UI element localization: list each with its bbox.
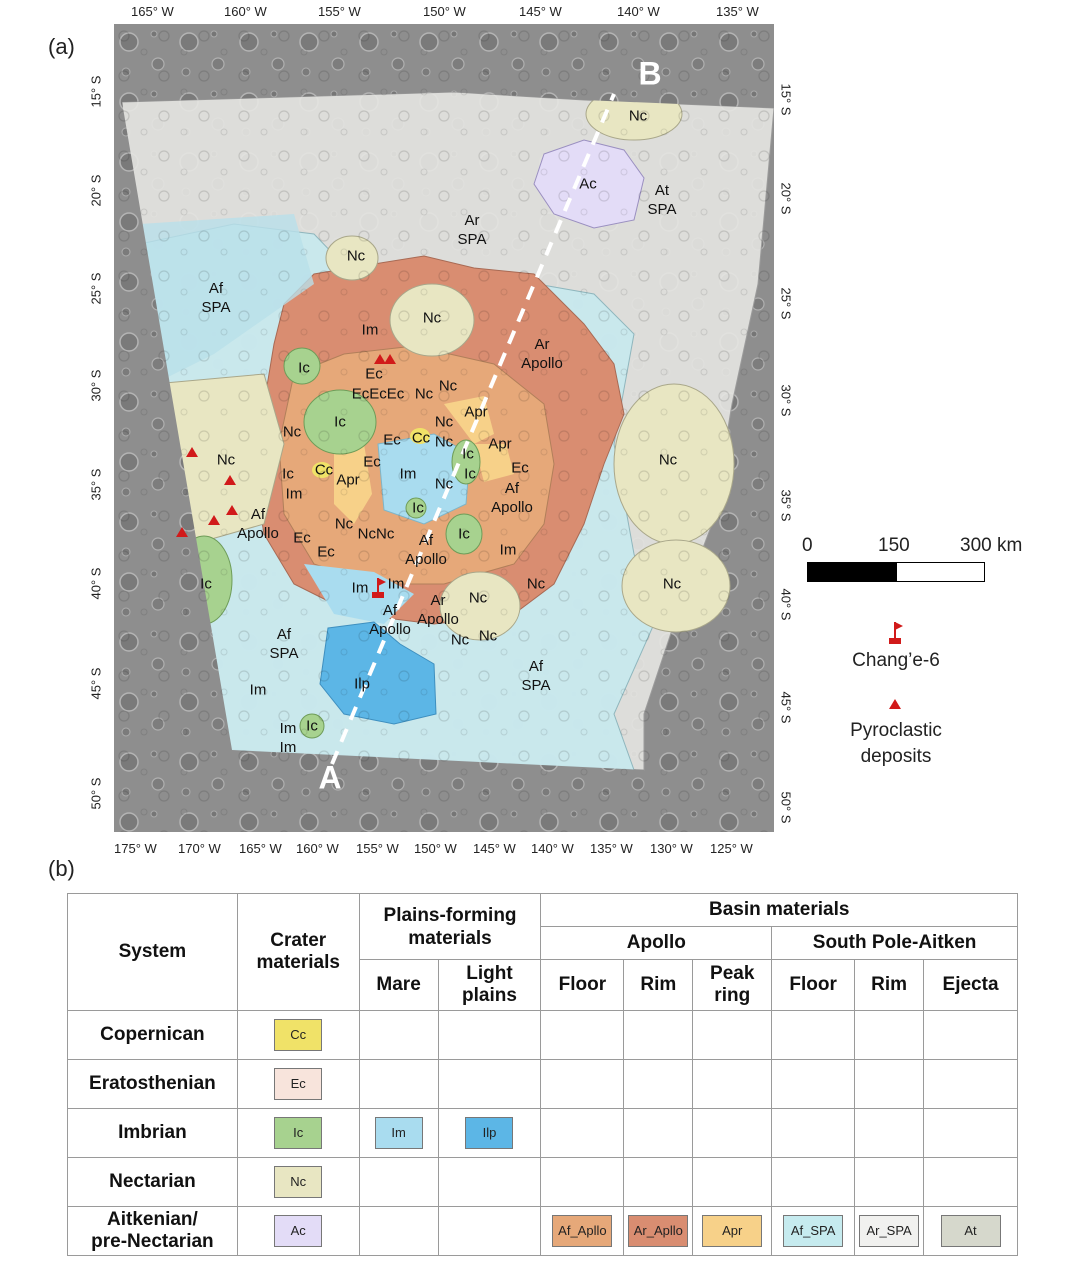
right-tick: 45° S	[778, 691, 794, 724]
map-unit-label: Ec	[293, 529, 311, 547]
map-unit-label: Apr	[488, 435, 512, 453]
scale-bar-black	[807, 562, 898, 582]
bottom-tick: 140° W	[531, 841, 574, 856]
bottom-tick: 175° W	[114, 841, 157, 856]
profile-start-label: A	[318, 759, 342, 796]
unit-chip: Ilp	[465, 1117, 513, 1149]
panel-b-label: (b)	[48, 856, 75, 881]
map-unit-label: Ic	[282, 465, 294, 483]
map-unit-label: Cc	[314, 461, 334, 479]
unit-chip: Im	[375, 1117, 423, 1149]
map-unit-label: Im	[399, 465, 417, 483]
map-unit-label: Ic	[200, 575, 212, 593]
map-unit-label: Ec	[511, 459, 529, 477]
map-unit-label: Nc	[478, 627, 498, 645]
system-label: Imbrian	[68, 1109, 238, 1158]
system-label: Copernican	[68, 1011, 238, 1060]
map-unit-label: Nc	[434, 413, 454, 431]
bottom-tick: 155° W	[356, 841, 399, 856]
unit-chip: Apr	[702, 1215, 762, 1247]
header-basin: Basin materials	[541, 894, 1018, 927]
map-unit-label: Af SPA	[201, 280, 231, 316]
pyroclastic-legend-icon	[888, 698, 902, 710]
bottom-tick: 125° W	[710, 841, 753, 856]
apollo-floor-cell	[541, 1207, 624, 1256]
apollo-rim-cell	[624, 1207, 693, 1256]
map-unit-label: Af Apollo	[405, 532, 447, 568]
unit-chip: Cc	[274, 1019, 322, 1051]
map-unit-label: Ar SPA	[457, 212, 487, 248]
left-tick: 30° S	[88, 369, 104, 402]
right-tick: 20° S	[778, 182, 794, 215]
mare-cell	[359, 1109, 438, 1158]
unit-chip: Nc	[274, 1166, 322, 1198]
map-unit-label: Im	[249, 681, 267, 699]
bottom-tick: 145° W	[473, 841, 516, 856]
header-plains: Plains-forming materials	[359, 894, 541, 960]
unit-chip: Af_SPA	[783, 1215, 843, 1247]
header-spa-floor: Floor	[772, 960, 855, 1011]
map-unit-label: Nc	[346, 247, 366, 265]
unit-chip: Ar_SPA	[859, 1215, 919, 1247]
map-unit-label: Nc	[334, 515, 354, 533]
map-unit-label: Ec	[365, 365, 383, 383]
table-row	[68, 1109, 1018, 1158]
map-unit-label: Nc	[450, 631, 470, 649]
scale-label: 300 km	[960, 535, 1023, 556]
map-unit-label: Cc	[411, 429, 431, 447]
map-unit-label: Nc	[422, 309, 442, 327]
spa-floor-cell	[772, 1207, 855, 1256]
scale-bar-white	[896, 562, 985, 582]
bottom-tick: 160° W	[296, 841, 339, 856]
map-unit-label: Nc	[282, 423, 302, 441]
pyroclastic-legend-label: Pyroclastic deposits	[850, 720, 942, 767]
left-tick: 40° S	[88, 567, 104, 600]
top-tick: 140° W	[617, 4, 660, 19]
map-unit-label: Nc	[468, 589, 488, 607]
unit-chip: Ic	[274, 1117, 322, 1149]
map-unit-label: Nc	[414, 385, 434, 403]
scale-label: 150	[878, 535, 910, 556]
left-tick: 35° S	[88, 468, 104, 501]
header-system: System	[68, 894, 238, 1011]
bottom-tick: 135° W	[590, 841, 633, 856]
spa-rim-cell	[855, 1207, 924, 1256]
header-spa: South Pole-Aitken	[772, 927, 1018, 960]
apollo-peak-cell	[693, 1207, 772, 1256]
map-unit-label: Ar Apollo	[417, 592, 459, 628]
system-label: Nectarian	[68, 1158, 238, 1207]
map-unit-label: Nc	[216, 451, 236, 469]
panel-a-label: (a)	[48, 34, 75, 59]
crater-cell	[237, 1109, 359, 1158]
map-unit-label: Nc	[628, 107, 648, 125]
map-unit-label: Im	[361, 321, 379, 339]
light-plains-cell	[438, 1109, 541, 1158]
right-tick: 15° S	[778, 83, 794, 116]
map-unit-label: Ic	[298, 359, 310, 377]
map-unit-label: At SPA	[647, 182, 677, 218]
map-unit-label: Nc	[658, 451, 678, 469]
header-crater: Crater materials	[237, 894, 359, 1011]
map-unit-label: EcEcEc	[351, 385, 405, 403]
left-tick: 50° S	[88, 777, 104, 810]
bottom-tick: 165° W	[239, 841, 282, 856]
map-unit-label: Ec	[383, 431, 401, 449]
map-unit-label: Ec	[317, 543, 335, 561]
unit-chip: Ar_Apllo	[628, 1215, 688, 1247]
left-tick: 45° S	[88, 667, 104, 700]
map-unit-label: Ilp	[354, 675, 370, 693]
map-unit-label: Ec	[363, 453, 381, 471]
top-tick: 160° W	[224, 4, 267, 19]
map-unit-label: Nc	[526, 575, 546, 593]
bottom-tick: 150° W	[414, 841, 457, 856]
unit-chip: Ec	[274, 1068, 322, 1100]
map-unit-label: Ic	[334, 413, 346, 431]
change6-legend-label: Chang’e-6	[852, 650, 940, 671]
right-tick: 40° S	[778, 588, 794, 621]
unit-chip: At	[941, 1215, 1001, 1247]
header-light-plains: Light plains	[438, 960, 541, 1011]
header-apollo-rim: Rim	[624, 960, 693, 1011]
right-tick: 30° S	[778, 384, 794, 417]
top-tick: 165° W	[131, 4, 174, 19]
map-unit-label: Im	[499, 541, 517, 559]
change6-legend-icon	[886, 620, 906, 646]
header-apollo-floor: Floor	[541, 960, 624, 1011]
right-tick: 50° S	[778, 791, 794, 824]
right-tick: 35° S	[778, 489, 794, 522]
header-spa-rim: Rim	[855, 960, 924, 1011]
system-label: Eratosthenian	[68, 1060, 238, 1109]
map-unit-label: Nc	[434, 475, 454, 493]
crater-cell	[237, 1011, 359, 1060]
crater-cell	[237, 1207, 359, 1256]
map-unit-label: Im Im	[279, 720, 297, 756]
map-unit-label: Ic	[462, 445, 474, 463]
right-tick: 25° S	[778, 287, 794, 320]
table-row	[68, 1011, 1018, 1060]
map-unit-label: Apr	[336, 471, 360, 489]
map-unit-label: Ic	[458, 525, 470, 543]
map-unit-label: Apr	[464, 403, 488, 421]
header-peak-ring: Peak ring	[693, 960, 772, 1011]
geologic-map	[114, 24, 774, 832]
table-row	[68, 1158, 1018, 1207]
left-tick: 15° S	[88, 75, 104, 108]
top-tick: 155° W	[318, 4, 361, 19]
spa-ejecta-cell	[924, 1207, 1018, 1256]
profile-end-label: B	[638, 55, 662, 92]
unit-chip: Ac	[274, 1215, 322, 1247]
crater-cell	[237, 1060, 359, 1109]
scale-label: 0	[802, 535, 813, 556]
table-row	[68, 1060, 1018, 1109]
left-tick: 20° S	[88, 174, 104, 207]
map-unit-label: Af Apollo	[237, 506, 279, 542]
left-tick: 25° S	[88, 272, 104, 305]
map-unit-label: Ar Apollo	[521, 336, 563, 372]
map-unit-label: Ac	[579, 175, 597, 193]
map-unit-label: Af Apollo	[491, 480, 533, 516]
bottom-tick: 130° W	[650, 841, 693, 856]
map-unit-label: Af SPA	[269, 626, 299, 662]
table-row	[68, 1207, 1018, 1256]
unit-chip: Af_Apllo	[552, 1215, 612, 1247]
top-tick: 150° W	[423, 4, 466, 19]
map-unit-label: Im	[387, 575, 405, 593]
header-mare: Mare	[359, 960, 438, 1011]
header-ejecta: Ejecta	[924, 960, 1018, 1011]
map-unit-label: Af SPA	[521, 658, 551, 694]
bottom-tick: 170° W	[178, 841, 221, 856]
map-unit-label: Nc	[434, 433, 454, 451]
map-unit-label: Ic	[412, 499, 424, 517]
top-tick: 135° W	[716, 4, 759, 19]
map-unit-label: Im	[285, 485, 303, 503]
header-apollo: Apollo	[541, 927, 772, 960]
map-unit-label: Ic	[306, 717, 318, 735]
map-unit-label: Im	[351, 579, 369, 597]
map-unit-label: NcNc	[357, 525, 395, 543]
system-label: Aitkenian/ pre-Nectarian	[68, 1207, 238, 1256]
unit-correlation-table	[67, 893, 1018, 1256]
crater-cell	[237, 1158, 359, 1207]
map-unit-label: Nc	[662, 575, 682, 593]
map-unit-label: Ic	[464, 465, 476, 483]
map-unit-label: Nc	[438, 377, 458, 395]
top-tick: 145° W	[519, 4, 562, 19]
map-unit-label: Af Apollo	[369, 602, 411, 638]
